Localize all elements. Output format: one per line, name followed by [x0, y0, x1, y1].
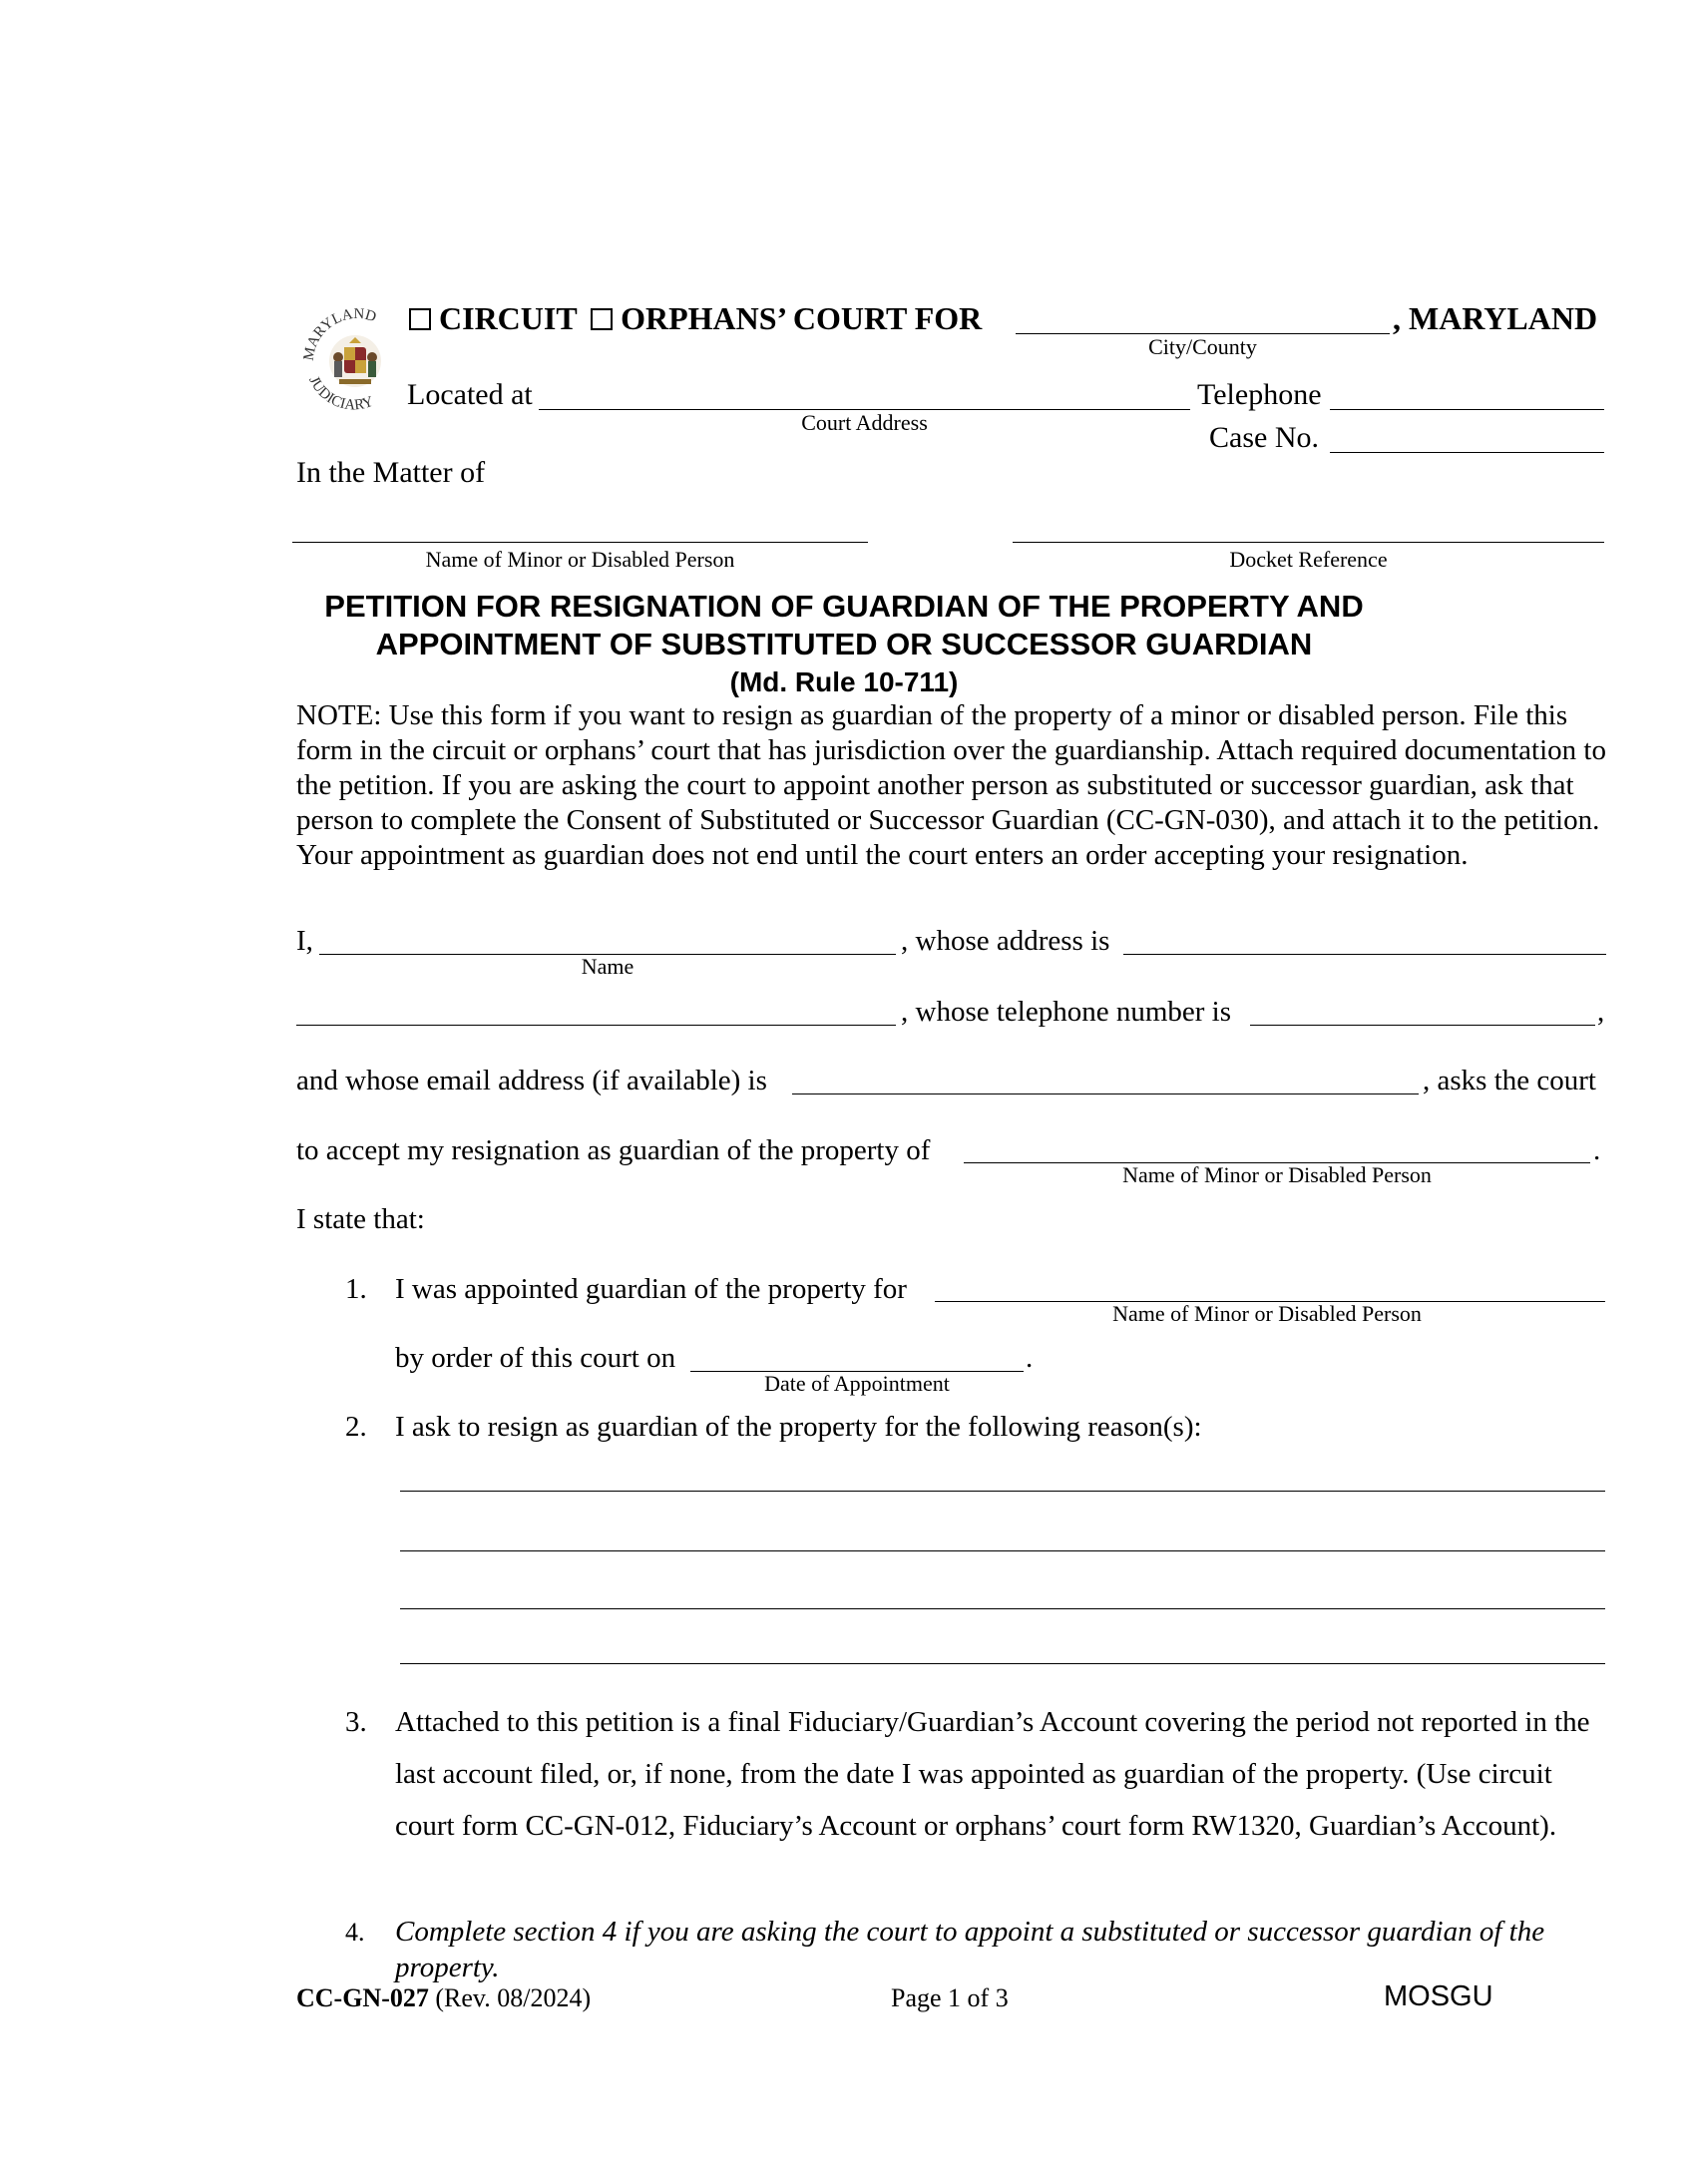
reason-line-1[interactable]	[400, 1491, 1605, 1492]
circuit-checkbox[interactable]	[409, 308, 431, 330]
page-number: Page 1 of 3	[891, 1983, 1009, 2012]
in-the-matter-of: In the Matter of	[296, 456, 486, 489]
email-field[interactable]	[792, 1093, 1419, 1094]
located-at-label: Located at	[407, 378, 533, 411]
case-no-field[interactable]	[1330, 452, 1604, 453]
orphans-court-checkbox[interactable]	[591, 308, 613, 330]
seal-icon	[299, 299, 411, 411]
case-no-label: Case No.	[1209, 421, 1319, 454]
minor-name-caption: Name of Minor or Disabled Person	[425, 547, 735, 572]
whose-telephone-label: , whose telephone number is	[901, 996, 1232, 1028]
item2-text: I ask to resign as guardian of the property for the following reason(s):	[395, 1411, 1202, 1443]
footer-form-id	[296, 1983, 591, 2013]
minor-name-field[interactable]	[292, 542, 868, 543]
accept-resignation-label: to accept my resignation as guardian of the property of	[296, 1134, 931, 1166]
name-caption: Name	[581, 954, 634, 979]
form-code: MOSGU	[1384, 1980, 1493, 2012]
form-revision: (Rev. 08/2024)	[428, 1983, 592, 2012]
docket-reference-caption: Docket Reference	[1229, 547, 1388, 572]
orphans-court-label: ORPHANS’ COURT FOR	[621, 300, 983, 336]
i-state-that: I state that:	[296, 1203, 425, 1235]
note-label: NOTE:	[296, 699, 382, 731]
note-paragraph	[296, 698, 1613, 873]
form-rule: (Md. Rule 10-711)	[729, 666, 959, 697]
seal-text-top: MARYLAND	[300, 305, 378, 362]
i-label: I,	[296, 925, 313, 957]
email-label: and whose email address (if available) is	[296, 1065, 767, 1096]
court-address-caption: Court Address	[801, 410, 928, 435]
telephone-field[interactable]	[1330, 409, 1604, 410]
telephone-comma: ,	[1597, 996, 1605, 1028]
asks-court-label: , asks the court	[1423, 1065, 1596, 1096]
circuit-label: CIRCUIT	[439, 300, 578, 336]
item4-text: Complete section 4 if you are asking the court to appoint a substituted or successor guardian of the property.	[395, 1916, 1545, 1983]
address-field-line2[interactable]	[296, 1025, 896, 1026]
item1-text: I was appointed guardian of the property for	[395, 1273, 907, 1305]
item1-number: 1.	[345, 1273, 367, 1305]
reason-line-2[interactable]	[400, 1550, 1605, 1551]
petitioner-telephone-field[interactable]	[1250, 1025, 1595, 1026]
appointment-date-caption: Date of Appointment	[764, 1371, 950, 1396]
note-text: Use this form if you want to resign as guardian of the property of a minor or disabled person. File this form in the circuit or orphans’ court that has jurisdiction over the guardianship. Attach required documentation to the petition. If you are asking the court to appoint another person as substituted or successor guardian, ask that person to complete the Consent of Substituted or Successor Guardian (CC-GN-030), and attach it to the petition. Your appointment as guardian does not end until the court enters an order accepting your resignation.	[296, 699, 1606, 871]
whose-address-label: , whose address is	[901, 925, 1110, 957]
ward-name-caption: Name of Minor or Disabled Person	[1122, 1162, 1432, 1187]
item3-number: 3.	[345, 1706, 367, 1738]
form-title-line1: PETITION FOR RESIGNATION OF GUARDIAN OF THE PROPERTY AND	[324, 589, 1364, 624]
item1-order-text: by order of this court on	[395, 1342, 676, 1374]
item1-ward-name-caption: Name of Minor or Disabled Person	[1112, 1301, 1422, 1326]
maryland-judiciary-seal	[299, 299, 411, 411]
reason-line-4[interactable]	[400, 1663, 1605, 1664]
telephone-label: Telephone	[1197, 378, 1322, 411]
seal-text-bottom: JUDICIARY	[305, 373, 376, 411]
state-suffix: , MARYLAND	[1393, 300, 1598, 336]
city-county-caption: City/County	[1148, 334, 1257, 359]
form-number: CC-GN-027	[296, 1983, 429, 2012]
form-title-line2: APPOINTMENT OF SUBSTITUTED OR SUCCESSOR GUARDIAN	[375, 627, 1313, 661]
accept-period: .	[1593, 1134, 1601, 1166]
address-field-line1[interactable]	[1123, 954, 1606, 955]
item4-number: 4.	[345, 1918, 365, 1947]
item3-text: Attached to this petition is a final Fiduciary/Guardian’s Account covering the period not reported in the last account filed, or, if none, from the date I was appointed as guardian of the property. (Use circuit court form CC-GN-012, Fiduciary’s Account or orphans’ court form RW1320, Guardian’s Account).	[395, 1706, 1590, 1842]
court-selection	[409, 300, 982, 336]
docket-reference-field[interactable]	[1013, 542, 1604, 543]
reason-line-3[interactable]	[400, 1608, 1605, 1609]
item1-period: .	[1026, 1342, 1034, 1374]
item2-number: 2.	[345, 1411, 367, 1443]
